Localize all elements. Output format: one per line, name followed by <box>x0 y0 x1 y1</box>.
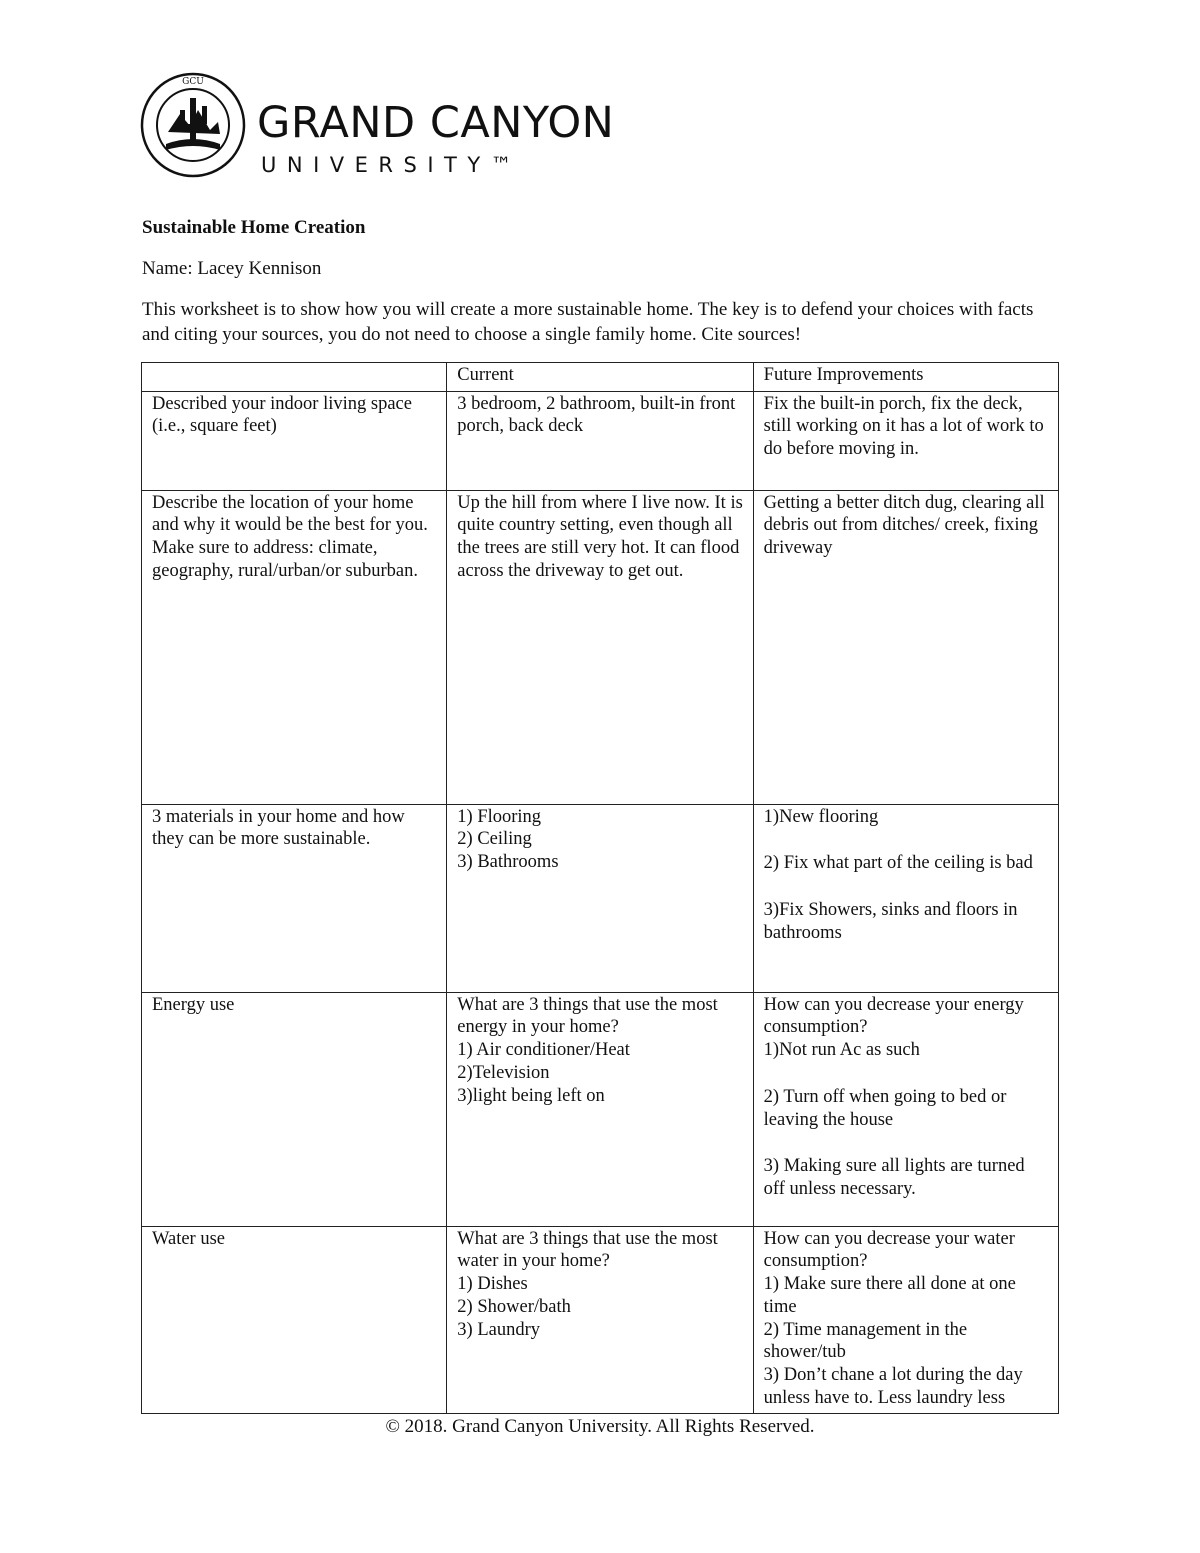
row-label: 3 materials in your home and how they can be more sustainable. <box>142 804 447 992</box>
wordmark-line1: GRAND CANYON <box>257 98 615 148</box>
cell-line: 2) Ceiling <box>457 829 532 850</box>
header-cell-blank <box>142 363 447 392</box>
cell-line: 1)New flooring <box>763 806 879 827</box>
cell-line: What are 3 things that use the most energy in your home? <box>457 994 718 1038</box>
table-row-living-space <box>142 391 1059 490</box>
current-cell <box>447 1226 753 1414</box>
table-row-materials <box>142 804 1059 992</box>
header-cell-future: Future Improvements <box>753 363 1058 392</box>
cell-line: 3) Don’t chane a lot during the day unless have to. Less laundry less <box>763 1364 1023 1408</box>
current-cell <box>447 391 753 490</box>
student-name: Name: Lacey Kennison <box>142 258 322 279</box>
university-seal-icon <box>140 72 246 178</box>
svg-text:GCU: GCU <box>182 77 204 87</box>
current-cell <box>447 490 753 804</box>
row-label: Energy use <box>142 992 447 1226</box>
wordmark-line2: UNIVERSITY™ <box>261 153 523 177</box>
cell-gap <box>764 1062 1049 1086</box>
cell-line: 3) Laundry <box>457 1319 541 1340</box>
header-cell-current: Current <box>447 363 753 392</box>
cell-line: Up the hill from where I live now. It is quite country setting, even though all the trees are still very hot. It can flood across the driveway to get out. <box>457 492 743 581</box>
university-wordmark <box>257 98 615 177</box>
cell-line: 1)Not run Ac as such <box>763 1040 920 1061</box>
cell-line: How can you decrease your energy consumption? <box>763 994 1024 1038</box>
row-label: Describe the location of your home and why it would be the best for you. Make sure to address: climate, geography, rural/urban/or suburban. <box>142 490 447 804</box>
worksheet-title: Sustainable Home Creation <box>142 217 366 238</box>
future-cell <box>753 804 1058 992</box>
cell-line: 2) Fix what part of the ceiling is bad <box>763 853 1033 874</box>
worksheet-instructions: This worksheet is to show how you will create a more sustainable home. The key is to defend your choices with facts and citing your sources, you do not need to choose a single family home. Cite sources! <box>142 299 1034 345</box>
cell-line: Getting a better ditch dug, clearing all debris out from ditches/ creek, fixing driveway <box>763 492 1045 559</box>
cell-line: 1) Air conditioner/Heat <box>457 1040 630 1061</box>
cell-gap <box>764 1131 1049 1155</box>
cell-line: What are 3 things that use the most water in your home? <box>457 1228 718 1272</box>
cell-line: 3) Bathrooms <box>457 852 559 873</box>
copyright-footer: © 2018. Grand Canyon University. All Rights Reserved. <box>385 1416 815 1437</box>
worksheet-table <box>141 362 1059 1414</box>
current-cell <box>447 992 753 1226</box>
cell-line: 2) Turn off when going to bed or leaving the house <box>763 1086 1007 1130</box>
university-logo <box>140 72 620 178</box>
table-row-water <box>142 1226 1059 1414</box>
cell-line: Fix the built-in porch, fix the deck, still working on it has a lot of work to do before moving in. <box>763 393 1044 460</box>
future-cell <box>753 391 1058 490</box>
cell-line: 3) Making sure all lights are turned off unless necessary. <box>763 1156 1025 1199</box>
row-label: Water use <box>142 1226 447 1414</box>
table-row-energy <box>142 992 1059 1226</box>
cell-line: 3 bedroom, 2 bathroom, built-in front porch, back deck <box>457 393 736 437</box>
cell-line: 2) Shower/bath <box>457 1296 571 1317</box>
row-label: Described your indoor living space (i.e., square feet) <box>142 391 447 490</box>
cell-line: 1) Make sure there all done at one time <box>763 1274 1016 1317</box>
cell-line: 3)Fix Showers, sinks and floors in bathrooms <box>763 900 1018 943</box>
cell-line: 2)Television <box>457 1062 550 1083</box>
current-cell <box>447 804 753 992</box>
cell-gap <box>764 875 1049 899</box>
cell-line: 1) Flooring <box>457 806 542 827</box>
table-row-location <box>142 490 1059 804</box>
future-cell <box>753 992 1058 1226</box>
cell-line: 1) Dishes <box>457 1274 528 1295</box>
cell-line: 3)light being left on <box>457 1085 605 1106</box>
cell-gap <box>764 828 1049 852</box>
future-cell <box>753 1226 1058 1414</box>
cell-line: How can you decrease your water consumption? <box>763 1228 1015 1272</box>
future-cell <box>753 490 1058 804</box>
cell-line: 2) Time management in the shower/tub <box>763 1319 968 1363</box>
table-header-row <box>142 363 1059 392</box>
